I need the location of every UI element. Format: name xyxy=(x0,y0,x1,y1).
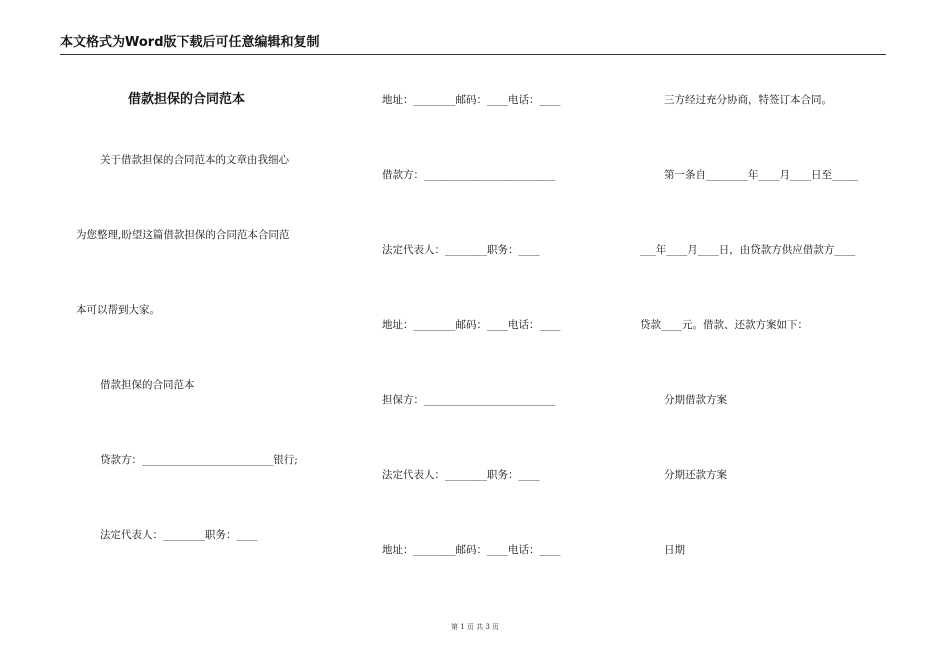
doc-title: 借款担保的合同范本 xyxy=(128,92,246,107)
right-line-3: ___年____月____日，由贷款方供应借款方____ xyxy=(640,244,856,256)
middle-line-6: 法定代表人：________职务：____ xyxy=(382,469,540,481)
middle-line-7: 地址：________邮码：____电话：____ xyxy=(382,544,561,556)
header-text: 本文格式为Word版下载后可任意编辑和复制 xyxy=(60,35,320,50)
document-header xyxy=(60,36,886,55)
middle-line-5: 担保方：_________________________ xyxy=(382,394,556,406)
left-line-2: 为您整理,盼望这篇借款担保的合同范本合同范 xyxy=(76,229,290,241)
right-line-6: 分期还款方案 xyxy=(664,469,727,481)
middle-line-4: 地址：________邮码：____电话：____ xyxy=(382,319,561,331)
left-line-5: 贷款方：_________________________银行; xyxy=(100,454,298,466)
right-line-1: 三方经过充分协商，特签订本合同。 xyxy=(664,94,832,106)
right-line-4: 贷款____元。借款、还款方案如下： xyxy=(640,319,808,331)
right-line-7: 日期 xyxy=(664,544,685,556)
right-line-2: 第一条自________年____月____日至_____ xyxy=(664,169,859,181)
right-line-5: 分期借款方案 xyxy=(664,394,727,406)
middle-line-2: 借款方：_________________________ xyxy=(382,169,556,181)
middle-line-1: 地址：________邮码：____电话：____ xyxy=(382,94,561,106)
left-line-4: 借款担保的合同范本 xyxy=(100,379,195,391)
left-line-1: 关于借款担保的合同范本的文章由我细心 xyxy=(100,154,289,166)
page-number: 第 1 页 共 3 页 xyxy=(450,623,500,631)
left-line-3: 本可以帮到大家。 xyxy=(76,304,160,316)
middle-line-3: 法定代表人：________职务：____ xyxy=(382,244,540,256)
left-line-6: 法定代表人：________职务：____ xyxy=(100,529,258,541)
